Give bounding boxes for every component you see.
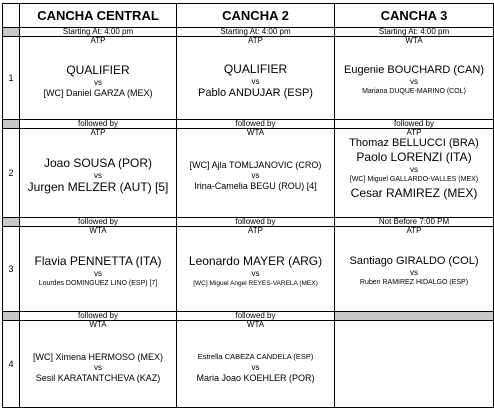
player-2: Ruben RAMIREZ HIDALGO (ESP) xyxy=(359,279,469,287)
match-cell xyxy=(20,128,177,217)
header-corner xyxy=(3,4,20,28)
player-1: Estrella CABEZA CANDELA (ESP) xyxy=(197,351,314,361)
court-header-central: CANCHA CENTRAL xyxy=(20,4,177,28)
start-note: Starting At: 4:00 pm xyxy=(20,27,177,36)
player-2b: Cesar RAMIREZ (MEX) xyxy=(350,185,478,200)
player-2: Irina-Camelia BEGU (ROU) [4] xyxy=(194,181,317,192)
order-note: Not Before 7:00 PM xyxy=(335,217,494,226)
player-2: Pablo ANDUJAR (ESP) xyxy=(198,86,313,99)
player-1a: Thomaz BELLUCCI (BRA) xyxy=(349,136,479,149)
player-2: [WC] Daniel GARZA (MEX) xyxy=(43,87,153,98)
tour-label: ATP xyxy=(90,128,106,137)
tour-label: WTA xyxy=(405,36,423,45)
player-2: Mariana DUQUE-MARINO (COL) xyxy=(362,88,466,96)
schedule-table xyxy=(2,3,494,408)
player-2: Lourdes DOMINGUEZ LINO (ESP) [7] xyxy=(38,279,158,287)
player-1: Eugenie BOUCHARD (CAN) xyxy=(344,64,484,77)
tour-label: WTA xyxy=(89,320,107,330)
empty-cell xyxy=(335,321,494,408)
match-cell xyxy=(177,36,335,119)
player-1: Flavia PENNETTA (ITA) xyxy=(34,253,162,268)
row-number: 3 xyxy=(3,226,20,311)
match-cell xyxy=(335,128,494,217)
vs-label: vs xyxy=(94,268,102,278)
tour-label: ATP xyxy=(406,128,422,137)
order-note: followed by xyxy=(20,119,177,128)
court-header-2: CANCHA 2 xyxy=(177,4,335,28)
match-row-2 xyxy=(3,128,494,217)
tour-label: WTA xyxy=(246,320,265,330)
row-spacer xyxy=(3,27,20,36)
match-row-4 xyxy=(3,321,494,408)
vs-label: vs xyxy=(410,268,418,278)
match-cell xyxy=(177,321,335,408)
match-cell xyxy=(335,226,494,311)
court-header-3: CANCHA 3 xyxy=(335,4,494,28)
vs-label: vs xyxy=(251,362,260,372)
row-number: 1 xyxy=(3,36,20,119)
note-row xyxy=(3,217,494,226)
tour-label: ATP xyxy=(248,226,263,235)
order-note: followed by xyxy=(335,119,494,128)
order-note: followed by xyxy=(20,217,177,226)
row-spacer xyxy=(3,217,20,226)
row-spacer xyxy=(3,311,20,320)
start-note: Starting At: 4:00 pm xyxy=(177,27,335,36)
tour-label: ATP xyxy=(90,36,106,45)
match-cell xyxy=(20,321,177,408)
header-row xyxy=(3,4,494,28)
vs-label: vs xyxy=(251,171,260,181)
order-note: followed by xyxy=(177,119,335,128)
vs-label: vs xyxy=(94,362,102,372)
player-1: Joao SOUSA (POR) xyxy=(43,156,153,171)
vs-label: vs xyxy=(251,268,260,278)
player-1: Leonardo MAYER (ARG) xyxy=(188,253,323,268)
player-2a: [WC] Miguel GALLARDO-VALLES (MEX) xyxy=(349,175,479,183)
player-2: [WC] Miguel Angel REYES-VARELA (MEX) xyxy=(193,279,318,287)
empty-note xyxy=(335,311,494,320)
order-note: followed by xyxy=(20,311,177,320)
row-spacer xyxy=(3,119,20,128)
match-cell xyxy=(20,226,177,311)
player-2: Jurgen MELZER (AUT) [5] xyxy=(27,180,169,195)
tour-label: ATP xyxy=(248,36,263,45)
tour-label: WTA xyxy=(89,226,107,235)
note-row xyxy=(3,311,494,320)
start-row xyxy=(3,27,494,36)
player-2: Maria Joao KOEHLER (POR) xyxy=(196,372,315,383)
vs-label: vs xyxy=(94,77,102,87)
order-note: followed by xyxy=(177,217,335,226)
match-cell xyxy=(177,128,335,217)
row-number: 4 xyxy=(3,321,20,408)
player-1b: Paolo LORENZI (ITA) xyxy=(356,149,472,164)
note-row xyxy=(3,119,494,128)
player-2: Sesil KARATANTCHEVA (KAZ) xyxy=(35,372,161,383)
match-row-1 xyxy=(3,36,494,119)
vs-label: vs xyxy=(251,76,260,86)
player-1: [WC] Ximena HERMOSO (MEX) xyxy=(32,351,163,362)
match-cell xyxy=(177,226,335,311)
match-row-3 xyxy=(3,226,494,311)
player-1: Santiago GIRALDO (COL) xyxy=(349,255,479,268)
row-number: 2 xyxy=(3,128,20,217)
match-cell xyxy=(20,36,177,119)
player-1: QUALIFIER xyxy=(66,62,130,77)
tour-label: WTA xyxy=(246,128,265,137)
vs-label: vs xyxy=(94,171,102,181)
match-cell xyxy=(335,36,494,119)
vs-label: vs xyxy=(410,77,418,87)
vs-label: vs xyxy=(410,164,418,174)
tour-label: ATP xyxy=(406,226,422,235)
start-note: Starting At: 4:00 pm xyxy=(335,27,494,36)
player-1: QUALIFIER xyxy=(223,61,288,76)
order-note: followed by xyxy=(177,311,335,320)
player-1: [WC] Ajla TOMLJANOVIC (CRO) xyxy=(189,160,322,171)
